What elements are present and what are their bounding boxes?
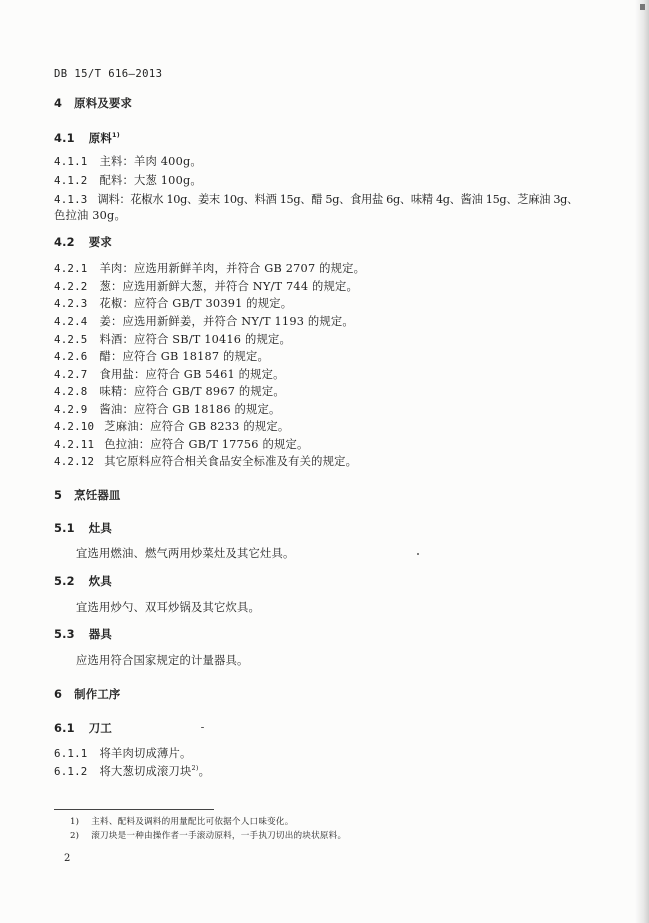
clause-6-1-2: 6.1.2 将大葱切成滚刀块$^{2)}$。 (54, 764, 211, 778)
footnote-separator (54, 809, 214, 810)
clause-4-2-2 (54, 280, 358, 294)
standard-number: DB 15/T 616—2013 (54, 68, 163, 80)
clause-text: 主料：羊肉 400g。 (99, 155, 202, 168)
clause-number: 6.1.1 (54, 747, 88, 760)
section-4-heading (54, 96, 132, 110)
scan-speck (417, 553, 419, 555)
clause-number: 4.2.3 (54, 297, 88, 310)
clause-number: 6.1.2 (54, 765, 88, 778)
subsection-title: 原料 (88, 131, 112, 145)
section-5-heading (54, 488, 121, 502)
clause-4-2-12 (54, 455, 357, 469)
clause-text: 将羊肉切成薄片。 (99, 747, 192, 760)
clause-4-2-5 (54, 333, 291, 347)
clause-number: 4.2.5 (54, 333, 88, 346)
clause-text: 羊肉：应选用新鲜羊肉，并符合 GB 2707 的规定。 (99, 262, 366, 275)
subsection-number: 4.1 (54, 131, 75, 145)
page-edge-shadow (635, 0, 649, 923)
subsection-title: 要求 (88, 235, 112, 249)
clause-4-2-10 (54, 420, 289, 434)
subsection-4-2-heading (54, 235, 112, 249)
clause-4-2-11 (54, 438, 308, 452)
subsection-6-1-heading (54, 721, 112, 735)
subsection-number: 4.2 (54, 235, 75, 249)
clause-text: 调料：花椒水 10g、姜末 10g、料酒 15g、醋 5g、食用盐 6g、味精 4g、酱油 15g、芝麻油 3g、 (97, 193, 579, 206)
clause-text: 葱：应选用新鲜大葱，并符合 NY/T 744 的规定。 (99, 280, 358, 293)
clause-4-2-7 (54, 368, 285, 382)
clause-6-1-1 (54, 747, 192, 761)
clause-4-2-6 (54, 350, 269, 364)
subsection-5-1-body: 宜选用燃油、燃气两用炒菜灶及其它灶具。 (76, 547, 295, 560)
clause-text: 醋：应符合 GB 18187 的规定。 (99, 350, 270, 363)
clause-text: 姜：应选用新鲜姜，并符合 NY/T 1193 的规定。 (99, 315, 354, 328)
section-6-heading (54, 687, 121, 701)
section-number: 6 (54, 687, 63, 701)
clause-text: 酱油：应符合 GB 18186 的规定。 (99, 403, 281, 416)
footnote-2 (70, 831, 346, 842)
clause-number: 4.2.7 (54, 368, 88, 381)
scan-mark (640, 4, 645, 10)
subsection-number: 5.1 (54, 521, 75, 535)
clause-4-1-2 (54, 174, 202, 188)
section-title: 原料及要求 (74, 96, 133, 110)
clause-text: 花椒：应符合 GB/T 30391 的规定。 (99, 297, 293, 310)
footnote-mark: 1) (70, 817, 80, 827)
clause-text: 其它原料应符合相关食品安全标准及有关的规定。 (104, 455, 358, 468)
clause-4-1-1 (54, 155, 202, 169)
section-number: 5 (54, 488, 63, 502)
subsection-5-2-body: 宜选用炒勺、双耳炒锅及其它炊具。 (76, 601, 260, 614)
clause-number: 4.1.1 (54, 155, 88, 168)
clause-number: 4.2.6 (54, 350, 88, 363)
subsection-5-2-heading (54, 574, 112, 588)
subsection-4-1-heading (54, 131, 120, 145)
clause-4-1-3 (54, 193, 578, 207)
footnote-ref-2: 2) (191, 764, 199, 773)
footnote-text: 主料、配料及调料的用量配比可依据个人口味变化。 (91, 817, 294, 827)
subsection-5-3-heading (54, 627, 112, 641)
clause-number: 4.2.11 (54, 438, 95, 451)
subsection-title: 炊具 (88, 574, 112, 588)
clause-number: 4.2.2 (54, 280, 88, 293)
scan-speck (201, 727, 204, 728)
footnote-1 (70, 817, 294, 828)
clause-4-2-4 (54, 315, 354, 329)
clause-text: 配料：大葱 100g。 (99, 174, 202, 187)
clause-text: 色拉油：应符合 GB/T 17756 的规定。 (104, 438, 309, 451)
footnote-mark: 2) (70, 831, 80, 841)
footnote-ref-1: 1) (111, 131, 120, 140)
subsection-title: 器具 (88, 627, 112, 641)
clause-4-2-1 (54, 262, 365, 276)
section-title: 制作工序 (74, 687, 121, 701)
clause-4-2-9 (54, 403, 281, 417)
clause-number: 4.2.4 (54, 315, 88, 328)
subsection-number: 5.2 (54, 574, 75, 588)
clause-number: 4.2.9 (54, 403, 88, 416)
clause-text: 将大葱切成滚刀块 (99, 765, 192, 778)
clause-4-1-3-continuation: 色拉油 30g。 (54, 209, 126, 222)
footnote-text: 滚刀块是一种由操作者一手滚动原料，一手执刀切出的块状原料。 (91, 831, 347, 841)
clause-number: 4.2.10 (54, 420, 95, 433)
clause-text: 芝麻油：应符合 GB 8233 的规定。 (104, 420, 290, 433)
subsection-title: 刀工 (88, 721, 112, 735)
subsection-number: 5.3 (54, 627, 75, 641)
subsection-number: 6.1 (54, 721, 75, 735)
section-number: 4 (54, 96, 63, 110)
clause-text: 味精：应符合 GB/T 8967 的规定。 (99, 385, 285, 398)
page-number: 2 (64, 853, 71, 864)
clause-number: 4.2.12 (54, 455, 95, 468)
subsection-title: 灶具 (88, 521, 112, 535)
subsection-5-3-body: 应选用符合国家规定的计量器具。 (76, 654, 249, 667)
clause-number: 4.2.8 (54, 385, 88, 398)
subsection-5-1-heading (54, 521, 112, 535)
clause-4-2-8 (54, 385, 285, 399)
section-title: 烹饪器皿 (74, 488, 121, 502)
clause-number: 4.1.2 (54, 174, 88, 187)
clause-text: 料酒：应符合 SB/T 10416 的规定。 (99, 333, 291, 346)
clause-text: 食用盐：应符合 GB 5461 的规定。 (99, 368, 285, 381)
clause-number: 4.2.1 (54, 262, 88, 275)
clause-4-2-3 (54, 297, 292, 311)
clause-number: 4.1.3 (54, 193, 88, 206)
